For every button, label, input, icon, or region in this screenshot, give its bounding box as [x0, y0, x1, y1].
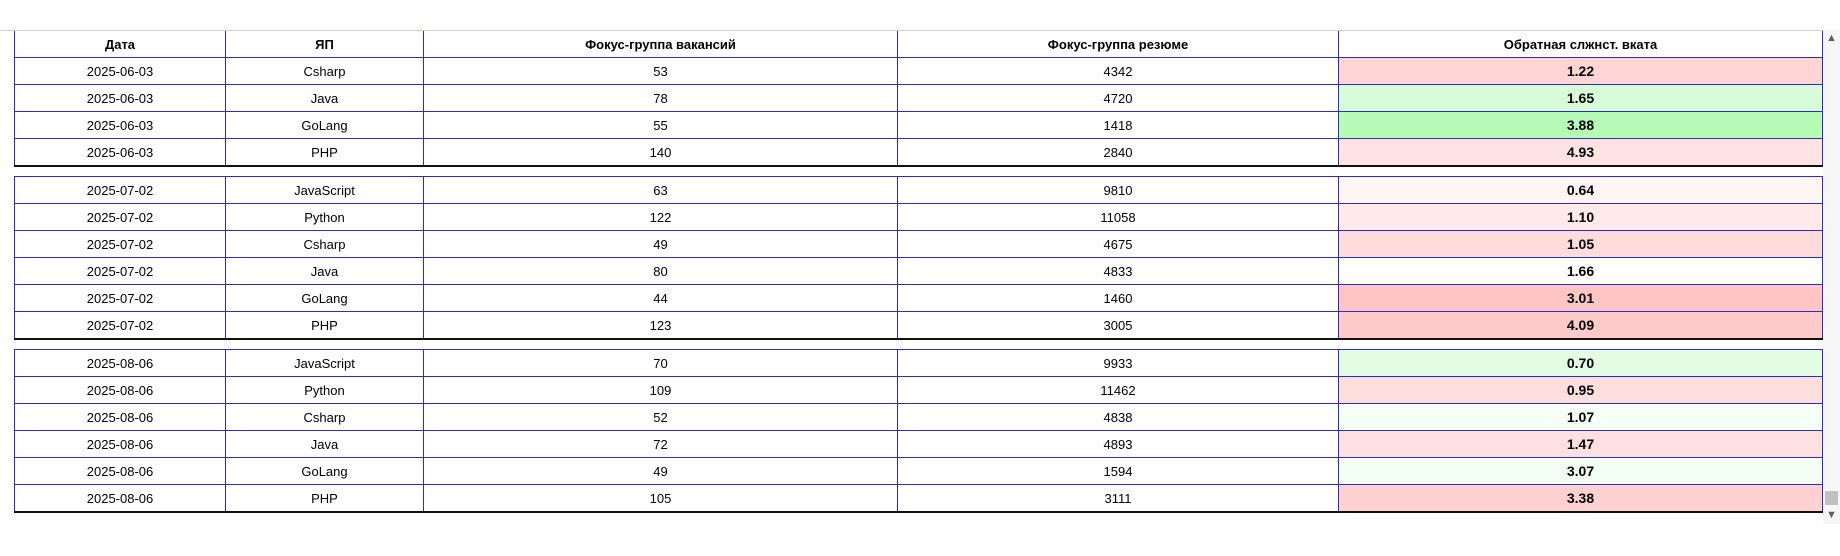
- cell-vacancies: 44: [424, 285, 898, 312]
- scrollbar-thumb[interactable]: [1825, 491, 1838, 505]
- cell-resumes: 4720: [898, 85, 1339, 112]
- cell-vacancies: 53: [424, 58, 898, 85]
- cell-resumes: 1460: [898, 285, 1339, 312]
- cell-resumes: 4675: [898, 231, 1339, 258]
- cell-vacancies: 49: [424, 458, 898, 485]
- group-spacer-cell: [15, 166, 1823, 177]
- cell-resumes: 1594: [898, 458, 1339, 485]
- cell-date: 2025-06-03: [15, 112, 226, 139]
- cell-date: 2025-08-06: [15, 377, 226, 404]
- cell-ratio: 3.07: [1339, 458, 1823, 485]
- cell-ratio: 4.09: [1339, 312, 1823, 340]
- cell-ratio: 1.22: [1339, 58, 1823, 85]
- cell-vacancies: 80: [424, 258, 898, 285]
- column-header-resumes[interactable]: Фокус-группа резюме: [898, 31, 1339, 58]
- cell-ratio: 1.65: [1339, 85, 1823, 112]
- cell-lang: Python: [226, 204, 424, 231]
- cell-ratio: 3.88: [1339, 112, 1823, 139]
- cell-date: 2025-08-06: [15, 458, 226, 485]
- group-spacer-cell: [15, 339, 1823, 350]
- column-header-lang[interactable]: ЯП: [226, 31, 424, 58]
- cell-lang: GoLang: [226, 458, 424, 485]
- cell-vacancies: 52: [424, 404, 898, 431]
- cell-date: 2025-06-03: [15, 139, 226, 167]
- cell-lang: Java: [226, 431, 424, 458]
- cell-vacancies: 70: [424, 350, 898, 377]
- cell-vacancies: 72: [424, 431, 898, 458]
- cell-lang: Csharp: [226, 231, 424, 258]
- cell-ratio: 1.47: [1339, 431, 1823, 458]
- cell-date: 2025-08-06: [15, 431, 226, 458]
- table-row[interactable]: [15, 231, 1823, 258]
- cell-lang: Java: [226, 258, 424, 285]
- cell-date: 2025-07-02: [15, 285, 226, 312]
- cell-lang: GoLang: [226, 112, 424, 139]
- vertical-scrollbar[interactable]: [1823, 30, 1840, 524]
- cell-ratio: 1.05: [1339, 231, 1823, 258]
- cell-resumes: 4342: [898, 58, 1339, 85]
- table-row[interactable]: [15, 312, 1823, 340]
- cell-resumes: 3005: [898, 312, 1339, 340]
- cell-date: 2025-07-02: [15, 258, 226, 285]
- cell-date: 2025-07-02: [15, 312, 226, 340]
- cell-ratio: 0.64: [1339, 177, 1823, 204]
- cell-ratio: 3.38: [1339, 485, 1823, 513]
- cell-ratio: 4.93: [1339, 139, 1823, 167]
- column-header-vacancies[interactable]: Фокус-группа вакансий: [424, 31, 898, 58]
- cell-ratio: 0.70: [1339, 350, 1823, 377]
- table-row[interactable]: [15, 485, 1823, 513]
- cell-date: 2025-08-06: [15, 350, 226, 377]
- cell-lang: Python: [226, 377, 424, 404]
- cell-lang: JavaScript: [226, 177, 424, 204]
- chevron-up-icon[interactable]: ▲: [1826, 32, 1837, 44]
- table-container: [14, 31, 1822, 513]
- cell-resumes: 4893: [898, 431, 1339, 458]
- table-row[interactable]: [15, 204, 1823, 231]
- group-spacer: [15, 339, 1823, 350]
- table-row[interactable]: [15, 285, 1823, 312]
- cell-lang: JavaScript: [226, 350, 424, 377]
- cell-vacancies: 105: [424, 485, 898, 513]
- cell-ratio: 1.07: [1339, 404, 1823, 431]
- cell-vacancies: 63: [424, 177, 898, 204]
- cell-ratio: 1.66: [1339, 258, 1823, 285]
- cell-resumes: 4838: [898, 404, 1339, 431]
- table-row[interactable]: [15, 258, 1823, 285]
- table-body: [15, 58, 1823, 513]
- cell-vacancies: 140: [424, 139, 898, 167]
- table-row[interactable]: [15, 404, 1823, 431]
- data-table: [14, 31, 1823, 513]
- table-row[interactable]: [15, 139, 1823, 167]
- cell-resumes: 9933: [898, 350, 1339, 377]
- cell-lang: Java: [226, 85, 424, 112]
- cell-resumes: 2840: [898, 139, 1339, 167]
- table-row[interactable]: [15, 350, 1823, 377]
- group-spacer: [15, 166, 1823, 177]
- table-viewport: [0, 30, 1840, 525]
- cell-lang: Csharp: [226, 404, 424, 431]
- cell-date: 2025-06-03: [15, 85, 226, 112]
- cell-resumes: 1418: [898, 112, 1339, 139]
- header-row: [15, 31, 1823, 58]
- cell-lang: PHP: [226, 139, 424, 167]
- cell-resumes: 4833: [898, 258, 1339, 285]
- cell-lang: PHP: [226, 312, 424, 340]
- cell-lang: Csharp: [226, 58, 424, 85]
- cell-lang: PHP: [226, 485, 424, 513]
- cell-date: 2025-08-06: [15, 404, 226, 431]
- cell-resumes: 11058: [898, 204, 1339, 231]
- cell-date: 2025-07-02: [15, 204, 226, 231]
- cell-lang: GoLang: [226, 285, 424, 312]
- cell-vacancies: 123: [424, 312, 898, 340]
- cell-vacancies: 109: [424, 377, 898, 404]
- table-row[interactable]: [15, 377, 1823, 404]
- cell-vacancies: 122: [424, 204, 898, 231]
- cell-ratio: 1.10: [1339, 204, 1823, 231]
- cell-date: 2025-07-02: [15, 231, 226, 258]
- cell-resumes: 9810: [898, 177, 1339, 204]
- cell-resumes: 11462: [898, 377, 1339, 404]
- table-row[interactable]: [15, 112, 1823, 139]
- cell-date: 2025-06-03: [15, 58, 226, 85]
- cell-ratio: 0.95: [1339, 377, 1823, 404]
- cell-resumes: 3111: [898, 485, 1339, 513]
- table-row[interactable]: [15, 458, 1823, 485]
- column-header-ratio[interactable]: Обратная слжнст. вката: [1339, 31, 1823, 58]
- table-row[interactable]: [15, 177, 1823, 204]
- cell-vacancies: 78: [424, 85, 898, 112]
- cell-vacancies: 55: [424, 112, 898, 139]
- cell-date: 2025-07-02: [15, 177, 226, 204]
- cell-date: 2025-08-06: [15, 485, 226, 513]
- column-header-date[interactable]: Дата: [15, 31, 226, 58]
- chevron-down-icon[interactable]: ▼: [1826, 509, 1837, 521]
- cell-ratio: 3.01: [1339, 285, 1823, 312]
- cell-vacancies: 49: [424, 231, 898, 258]
- table-row[interactable]: [15, 58, 1823, 85]
- table-row[interactable]: [15, 431, 1823, 458]
- table-row[interactable]: [15, 85, 1823, 112]
